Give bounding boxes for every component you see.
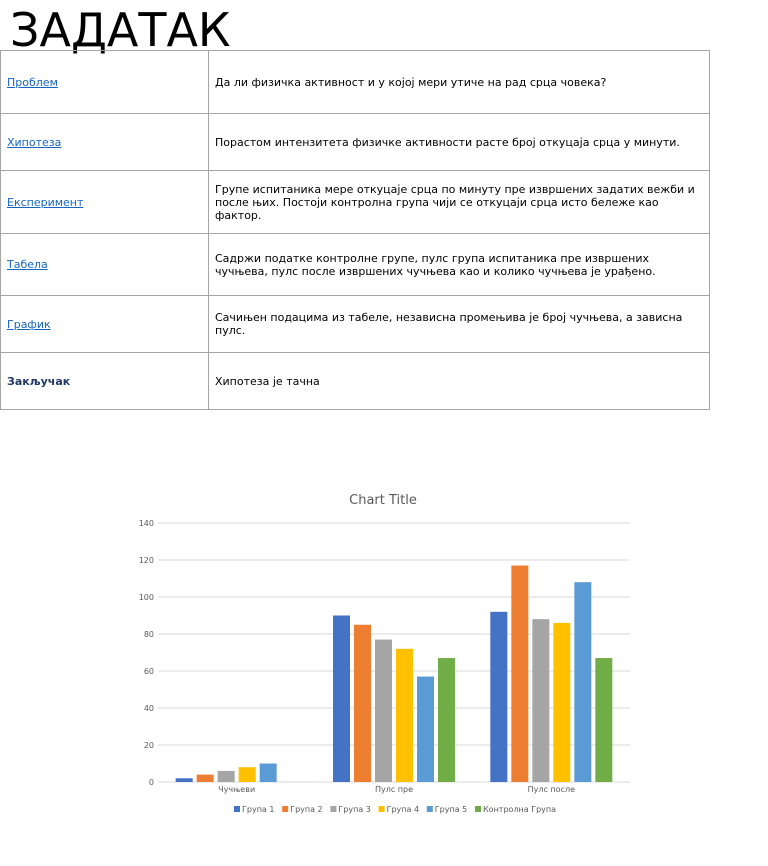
bar	[438, 658, 455, 782]
chart-title: Chart Title	[349, 493, 417, 508]
legend-swatch	[475, 806, 481, 812]
bar	[197, 775, 214, 782]
table-link[interactable]: Табела	[7, 258, 48, 271]
conclusion-label: Закључак	[7, 374, 71, 388]
y-tick-label: 80	[143, 630, 154, 639]
table-row	[1, 234, 710, 296]
bar	[218, 771, 235, 782]
table-row	[1, 51, 710, 114]
chart-bars	[176, 566, 613, 782]
bar	[532, 619, 549, 782]
row-value-cell: Хипотеза је тачна	[209, 353, 710, 410]
bar	[595, 658, 612, 782]
problem-link[interactable]: Проблем	[7, 75, 58, 89]
legend-swatch	[379, 806, 385, 812]
legend-entry: Група 2	[290, 805, 323, 814]
y-tick-label: 100	[138, 593, 154, 602]
y-tick-label: 40	[143, 704, 154, 713]
bar	[511, 566, 528, 782]
row-key-cell	[1, 114, 209, 171]
x-tick-label: Пулс пре	[374, 785, 414, 794]
bar	[417, 677, 434, 782]
page-title: ЗАДАТАК	[10, 3, 231, 57]
row-value-cell: Сачињен подацима из табеле, независна промењива је број чучњева, а зависна пулс.	[209, 296, 710, 353]
table-row	[1, 296, 710, 353]
y-tick-label: 140	[138, 519, 154, 528]
bar-chart	[130, 480, 640, 820]
bar	[553, 623, 570, 782]
row-value-cell: Групе испитаника мере откуцаје срца по минуту пре извршених задатих вежби и после њих. Постоји контролна група чији се откуцаји срца исто бележе као фактор.	[209, 171, 710, 234]
y-tick-label: 0	[148, 778, 154, 787]
bar	[239, 767, 256, 782]
bar	[396, 649, 413, 782]
legend-entry: Група 3	[338, 805, 371, 814]
bar	[333, 616, 350, 783]
bar	[375, 640, 392, 782]
table-row	[1, 171, 710, 234]
row-key-cell	[1, 353, 209, 410]
bar	[260, 764, 277, 783]
legend-entry: Група 1	[242, 805, 275, 814]
bar	[354, 625, 371, 782]
bar	[490, 612, 507, 782]
bar	[176, 778, 193, 782]
legend-entry: Група 4	[386, 805, 420, 814]
chart-x-labels	[218, 785, 575, 794]
y-tick-label: 20	[143, 741, 154, 750]
table-row	[1, 353, 710, 410]
legend-swatch	[234, 806, 240, 812]
legend-entry: Контролна Група	[483, 805, 557, 814]
y-tick-label: 120	[138, 556, 154, 565]
chart-legend	[234, 805, 556, 814]
row-key-cell	[1, 234, 209, 296]
graph-link[interactable]: График	[7, 317, 51, 331]
row-value-cell: Порастом интензитета физичке активности расте број откуцаја срца у минути.	[209, 114, 710, 171]
y-tick-label: 60	[143, 667, 154, 676]
chart-svg	[130, 480, 640, 820]
legend-swatch	[282, 806, 288, 812]
row-key-cell	[1, 296, 209, 353]
legend-entry: Група 5	[434, 805, 468, 814]
row-value-cell: Да ли физичка активност и у којој мери утиче на рад срца човека?	[209, 51, 710, 114]
experiment-link[interactable]: Експеримент	[7, 195, 84, 209]
legend-swatch	[330, 806, 336, 812]
hypothesis-link[interactable]: Хипотеза	[7, 135, 62, 149]
legend-swatch	[427, 806, 433, 812]
table-row	[1, 114, 710, 171]
x-tick-label: Пулс после	[527, 785, 576, 794]
row-key-cell	[1, 51, 209, 114]
x-tick-label: Чучњеви	[218, 785, 256, 794]
row-key-cell	[1, 171, 209, 234]
bar	[574, 582, 591, 782]
row-value-cell: Садржи податке контролне групе, пулс група испитаника пре извршених чучњева, пулс после извршених чучњева као и колико чучњева је урађено.	[209, 234, 710, 296]
task-table	[0, 50, 710, 410]
